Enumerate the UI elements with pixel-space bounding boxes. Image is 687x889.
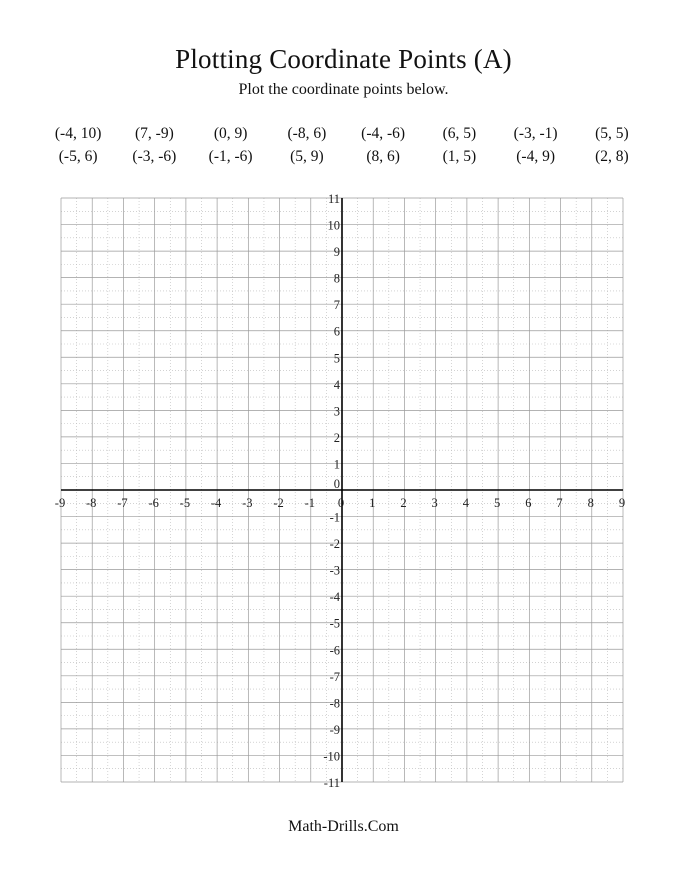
y-tick-label: -10 bbox=[323, 749, 340, 764]
x-tick-label: 8 bbox=[587, 496, 594, 510]
x-tick-label: 3 bbox=[431, 496, 438, 510]
x-tick-label: -8 bbox=[86, 496, 97, 510]
x-tick-label: -7 bbox=[117, 496, 128, 510]
coordinate-point: (-1, -6) bbox=[208, 148, 253, 165]
coordinate-point: (5, 5) bbox=[595, 125, 629, 142]
coordinate-point: (8, 6) bbox=[366, 148, 400, 165]
y-tick-label: -11 bbox=[323, 776, 340, 790]
y-tick-label: 10 bbox=[327, 218, 340, 233]
x-tick-label: -9 bbox=[54, 496, 66, 510]
coordinate-point: (7, -9) bbox=[135, 125, 174, 142]
y-tick-label: -5 bbox=[329, 616, 340, 631]
y-tick-label: 7 bbox=[333, 298, 340, 313]
coordinate-point: (0, 9) bbox=[213, 125, 248, 142]
x-tick-label: 1 bbox=[369, 496, 376, 510]
x-tick-label: -5 bbox=[179, 496, 191, 510]
y-tick-label: 8 bbox=[333, 271, 340, 286]
y-tick-label: -1 bbox=[329, 510, 340, 525]
x-tick-label: 7 bbox=[556, 496, 563, 510]
x-tick-label: -3 bbox=[242, 496, 253, 510]
coordinate-point: (6, 5) bbox=[442, 125, 477, 142]
y-tick-label: -7 bbox=[329, 669, 340, 684]
y-tick-label: 11 bbox=[327, 192, 340, 206]
footer-site-name: Math-Drills.Com bbox=[288, 818, 399, 835]
y-tick-label: 4 bbox=[333, 377, 340, 392]
y-tick-label: -8 bbox=[329, 696, 340, 711]
coordinate-point: (2, 8) bbox=[595, 148, 629, 165]
x-tick-label: 6 bbox=[525, 496, 532, 510]
coordinate-point: (-8, 6) bbox=[287, 125, 327, 142]
x-tick-label: -1 bbox=[304, 496, 315, 510]
coordinate-point: (-3, -6) bbox=[132, 148, 177, 165]
y-tick-label: 1 bbox=[333, 457, 340, 472]
y-tick-label: 6 bbox=[333, 324, 340, 339]
y-tick-label: 2 bbox=[333, 430, 340, 445]
coordinate-point: (-5, 6) bbox=[58, 148, 98, 165]
coordinate-point: (-4, 9) bbox=[516, 148, 555, 165]
coordinate-point: (-4, -6) bbox=[361, 125, 406, 142]
y-tick-label: -2 bbox=[329, 537, 340, 552]
coordinate-point: (5, 9) bbox=[290, 148, 324, 165]
worksheet-instructions: Plot the coordinate points below. bbox=[238, 81, 449, 98]
coordinate-point: (-4, 10) bbox=[54, 125, 102, 142]
x-tick-label: -4 bbox=[210, 496, 222, 510]
y-tick-label: -9 bbox=[329, 722, 340, 737]
x-tick-label: 2 bbox=[400, 496, 407, 510]
worksheet-title: Plotting Coordinate Points (A) bbox=[175, 44, 512, 74]
coordinate-point: (1, 5) bbox=[442, 148, 477, 165]
x-tick-label: 4 bbox=[462, 496, 470, 510]
origin-label: 0 bbox=[333, 477, 340, 491]
y-tick-label: -4 bbox=[329, 590, 340, 605]
y-tick-label: 9 bbox=[333, 245, 340, 260]
y-tick-label: 5 bbox=[333, 351, 340, 366]
coordinate-point: (-3, -1) bbox=[513, 125, 558, 142]
y-tick-label: -6 bbox=[329, 643, 340, 658]
y-tick-label: 3 bbox=[333, 404, 340, 419]
x-tick-label: 0 bbox=[337, 496, 345, 510]
x-tick-label: -2 bbox=[273, 496, 284, 510]
x-tick-label: 9 bbox=[618, 496, 626, 510]
x-tick-label: 5 bbox=[493, 496, 501, 510]
x-tick-label: -6 bbox=[148, 496, 159, 510]
y-tick-label: -3 bbox=[329, 563, 340, 578]
